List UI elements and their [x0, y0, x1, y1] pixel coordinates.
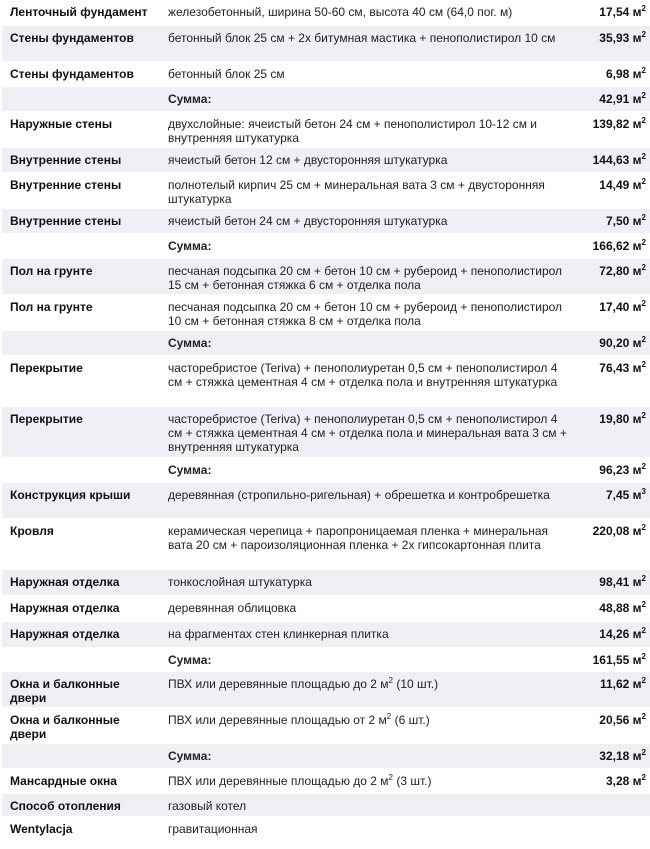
- table-sum-row: [2, 743, 650, 768]
- table-row: [2, 595, 650, 621]
- element-name-cell: [2, 86, 162, 111]
- element-name-cell: Окна и балконные двери: [2, 707, 162, 743]
- table-sum-row: [2, 647, 650, 671]
- table-row: [2, 406, 650, 457]
- area-value-cell: 17,40 $м^2$: [572, 294, 650, 330]
- area-value-cell: 32,18 $м^2$: [572, 743, 650, 768]
- description-cell: керамическая черепица + паропроницаемая пленка + минеральная вата 20 см + пароизоляционная пленка + 2х гипсокартонная плита: [162, 518, 572, 569]
- element-name-cell: Перекрытие: [2, 406, 162, 457]
- table-row: [2, 569, 650, 595]
- description-cell: часторебристое (Teriva) + пенополиуретан 0,5 см + пенополистирол 4 см + стяжка цементная 4 см + отделка пола и внутренняя штукатурка: [162, 355, 572, 406]
- sum-label-cell: Сумма:: [162, 743, 572, 768]
- table-row: [2, 258, 650, 294]
- area-value-cell: 19,80 $м^2$: [572, 406, 650, 457]
- area-value-cell: 11,62 $м^2$: [572, 671, 650, 707]
- table-row: [2, 0, 650, 25]
- area-value-cell: 20,56 $м^2$: [572, 707, 650, 743]
- element-name-cell: Стены фундаментов: [2, 25, 162, 61]
- area-value-cell: 42,91 $м^2$: [572, 86, 650, 111]
- description-cell: полнотелый кирпич 25 см + минеральная вата 3 см + двусторонняя штукатурка: [162, 172, 572, 208]
- table-row: [2, 707, 650, 743]
- element-name-cell: Wentylacja: [2, 816, 162, 839]
- area-value-cell: [572, 816, 650, 839]
- area-value-cell: 35,93 $м^2$: [572, 25, 650, 61]
- element-name-cell: Наружная отделка: [2, 595, 162, 621]
- description-cell: ПВХ или деревянные площадью от 2 $м^2$ (6 шт.): [162, 707, 572, 743]
- element-name-cell: Мансардные окна: [2, 768, 162, 793]
- element-name-cell: Кровля: [2, 518, 162, 569]
- description-cell: часторебристое (Teriva) + пенополиуретан 0,5 см + пенополистирол 4 см + стяжка цементная 4 см + отделка пола и минеральная вата 3 см + внутренняя штукатурка: [162, 406, 572, 457]
- area-value-cell: 166,62 $м^2$: [572, 233, 650, 258]
- description-cell: деревянная облицовка: [162, 595, 572, 621]
- element-name-cell: [2, 457, 162, 482]
- table-row: [2, 816, 650, 839]
- element-name-cell: Пол на грунте: [2, 258, 162, 294]
- area-value-cell: [572, 793, 650, 816]
- area-value-cell: 220,08 $м^2$: [572, 518, 650, 569]
- description-cell: деревянная (стропильно-ригельная) + обрешетка и контробрешетка: [162, 482, 572, 518]
- description-cell: песчаная подсыпка 20 см + бетон 10 см + рубероид + пенополистирол 10 см + бетонная стяжка 8 см + отделка пола: [162, 294, 572, 330]
- description-cell: бетонный блок 25 см + 2х битумная мастика + пенополистирол 10 см: [162, 25, 572, 61]
- area-value-cell: 98,41 $м^2$: [572, 569, 650, 595]
- area-value-cell: 139,82 $м^2$: [572, 111, 650, 147]
- element-name-cell: Наружная отделка: [2, 569, 162, 595]
- area-value-cell: 90,20 $м^2$: [572, 330, 650, 355]
- area-value-cell: 6,98 $м^2$: [572, 61, 650, 86]
- table-row: [2, 61, 650, 86]
- element-name-cell: Внутренние стены: [2, 208, 162, 233]
- element-name-cell: Способ отопления: [2, 793, 162, 816]
- area-value-cell: 48,88 $м^2$: [572, 595, 650, 621]
- table-row: [2, 208, 650, 233]
- description-cell: ячеистый бетон 24 см + двусторонняя штукатурка: [162, 208, 572, 233]
- element-name-cell: Внутренние стены: [2, 147, 162, 172]
- table-row: [2, 482, 650, 518]
- sum-label-cell: Сумма:: [162, 330, 572, 355]
- sum-label-cell: Сумма:: [162, 457, 572, 482]
- area-value-cell: 96,23 $м^2$: [572, 457, 650, 482]
- element-name-cell: Внутренние стены: [2, 172, 162, 208]
- element-name-cell: Наружная отделка: [2, 621, 162, 647]
- description-cell: песчаная подсыпка 20 см + бетон 10 см + рубероид + пенополистирол 15 см + бетонная стяжка 6 см + отделка пола: [162, 258, 572, 294]
- element-name-cell: Пол на грунте: [2, 294, 162, 330]
- element-name-cell: Перекрытие: [2, 355, 162, 406]
- area-value-cell: 7,45 $м^3$: [572, 482, 650, 518]
- description-cell: гравитационная: [162, 816, 572, 839]
- table-row: [2, 25, 650, 61]
- area-value-cell: 144,63 $м^2$: [572, 147, 650, 172]
- area-value-cell: 7,50 $м^2$: [572, 208, 650, 233]
- table-row: [2, 793, 650, 816]
- element-name-cell: Окна и балконные двери: [2, 671, 162, 707]
- area-value-cell: 3,28 $м^2$: [572, 768, 650, 793]
- table-row: [2, 518, 650, 569]
- table-row: [2, 147, 650, 172]
- table-sum-row: [2, 457, 650, 482]
- table-row: [2, 768, 650, 793]
- description-cell: ПВХ или деревянные площадью до 2 $м^2$ (10 шт.): [162, 671, 572, 707]
- area-value-cell: 76,43 $м^2$: [572, 355, 650, 406]
- table-row: [2, 671, 650, 707]
- element-name-cell: [2, 647, 162, 671]
- description-cell: тонкослойная штукатурка: [162, 569, 572, 595]
- description-cell: на фрагментах стен клинкерная плитка: [162, 621, 572, 647]
- sum-label-cell: Сумма:: [162, 233, 572, 258]
- element-name-cell: [2, 233, 162, 258]
- table-row: [2, 621, 650, 647]
- element-name-cell: Наружные стены: [2, 111, 162, 147]
- sum-label-cell: Сумма:: [162, 647, 572, 671]
- area-value-cell: 14,49 $м^2$: [572, 172, 650, 208]
- building-spec-table: [2, 0, 650, 840]
- description-cell: двухслойные: ячеистый бетон 24 см + пенополистирол 10-12 см и внутренняя штукатурка: [162, 111, 572, 147]
- element-name-cell: [2, 743, 162, 768]
- table-row: [2, 111, 650, 147]
- table-row: [2, 355, 650, 406]
- spec-table-body: [2, 0, 650, 839]
- element-name-cell: Стены фундаментов: [2, 61, 162, 86]
- description-cell: железобетонный, ширина 50-60 см, высота 40 см (64,0 пог. м): [162, 0, 572, 25]
- table-sum-row: [2, 233, 650, 258]
- description-cell: газовый котел: [162, 793, 572, 816]
- table-sum-row: [2, 330, 650, 355]
- table-row: [2, 172, 650, 208]
- area-value-cell: 72,80 $м^2$: [572, 258, 650, 294]
- area-value-cell: 161,55 $м^2$: [572, 647, 650, 671]
- description-cell: бетонный блок 25 см: [162, 61, 572, 86]
- element-name-cell: Ленточный фундамент: [2, 0, 162, 25]
- description-cell: ячеистый бетон 12 см + двусторонняя штукатурка: [162, 147, 572, 172]
- area-value-cell: 17,54 $м^2$: [572, 0, 650, 25]
- element-name-cell: Конструкция крыши: [2, 482, 162, 518]
- table-sum-row: [2, 86, 650, 111]
- area-value-cell: 14,26 $м^2$: [572, 621, 650, 647]
- description-cell: ПВХ или деревянные площадью до 2 $м^2$ (3 шт.): [162, 768, 572, 793]
- table-row: [2, 294, 650, 330]
- element-name-cell: [2, 330, 162, 355]
- sum-label-cell: Сумма:: [162, 86, 572, 111]
